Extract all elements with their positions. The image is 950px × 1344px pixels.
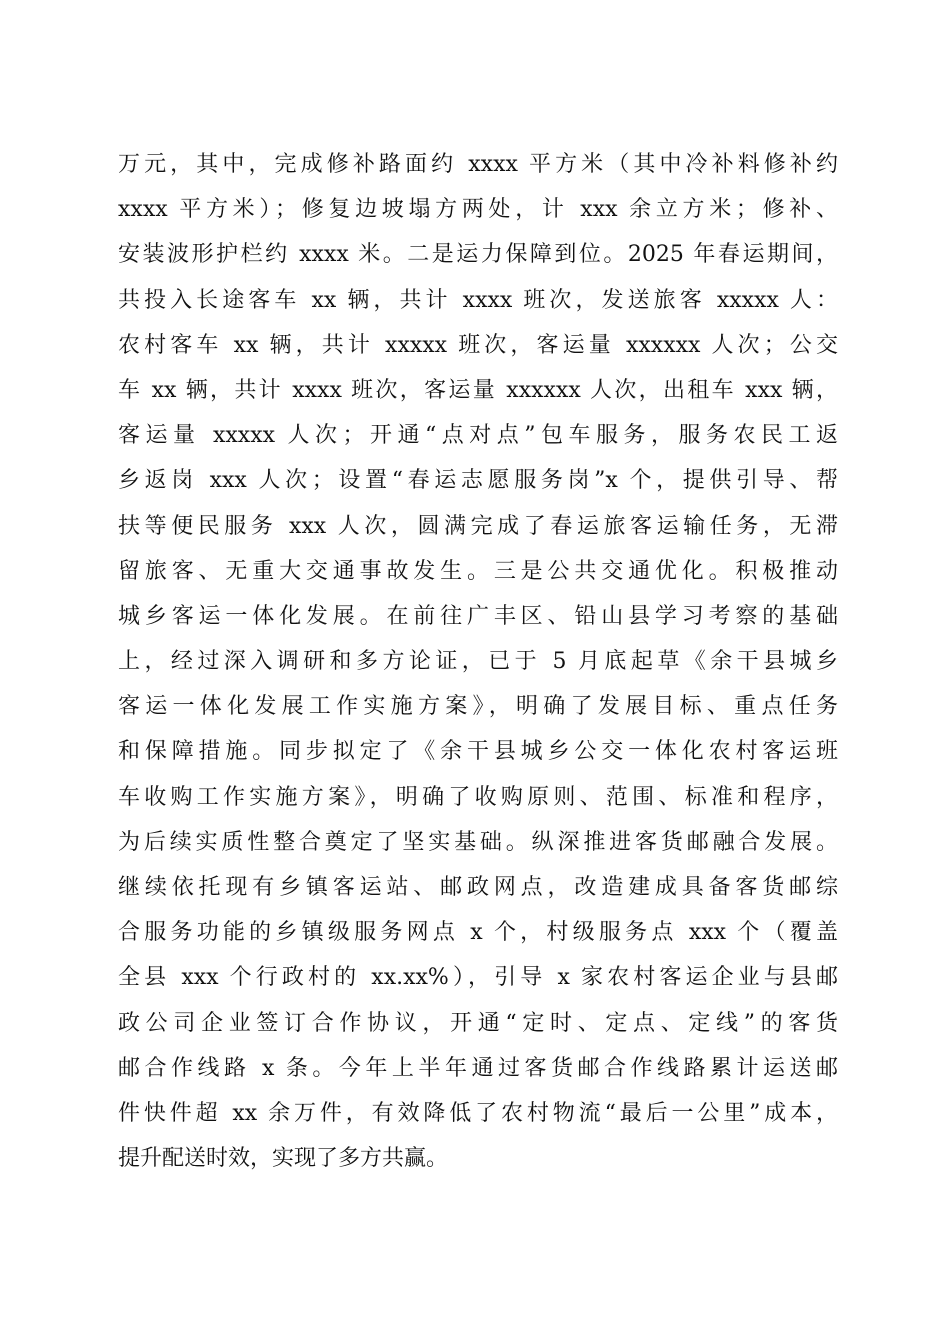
text-line-5: 农村客车 xx 辆，共计 xxxxx 班次，客运量 xxxxxx 人次；公交	[118, 332, 838, 358]
text-line-13: 客运一体化发展工作实施方案》，明确了发展目标、重点任务	[118, 694, 838, 720]
text-line-20: 政公司企业签订合作协议，开通“定时、定点、定线”的客货	[118, 1010, 838, 1036]
body-paragraph	[118, 142, 838, 1181]
text-line-1: 万元，其中，完成修补路面约 xxxx 平方米（其中冷补料修补约	[118, 152, 838, 177]
text-line-23: 提升配送时效，实现了多方共赢。	[118, 1146, 449, 1172]
text-line-11: 城乡客运一体化发展。在前往广丰区、铅山县学习考察的基础	[118, 603, 838, 629]
text-line-19: 全县 xxx 个行政村的 xx.xx%），引导 x 家农村客运企业与县邮	[118, 965, 838, 991]
text-line-15: 车收购工作实施方案》，明确了收购原则、范围、标准和程序，	[118, 784, 838, 810]
text-line-7: 客运量 xxxxx 人次；开通“点对点”包车服务，服务农民工返	[118, 423, 838, 449]
text-line-18: 合服务功能的乡镇级服务网点 x 个，村级服务点 xxx 个（覆盖	[118, 920, 838, 946]
text-line-2: xxxx 平方米）；修复边坡塌方两处，计 xxx 余立方米；修补、	[118, 197, 838, 223]
text-line-14: 和保障措施。同步拟定了《余干县城乡公交一体化农村客运班	[118, 739, 838, 765]
text-line-8: 乡返岗 xxx 人次；设置“春运志愿服务岗”x 个，提供引导、帮	[118, 468, 838, 494]
text-line-16: 为后续实质性整合奠定了坚实基础。纵深推进客货邮融合发展。	[118, 829, 838, 855]
text-line-9: 扶等便民服务 xxx 人次，圆满完成了春运旅客运输任务，无滞	[118, 513, 838, 539]
text-line-4: 共投入长途客车 xx 辆，共计 xxxx 班次，发送旅客 xxxxx 人：	[118, 287, 838, 313]
text-line-17: 继续依托现有乡镇客运站、邮政网点，改造建成具备客货邮综	[118, 875, 838, 900]
text-line-6: 车 xx 辆，共计 xxxx 班次，客运量 xxxxxx 人次，出租车 xxx 辆，	[118, 377, 838, 403]
text-line-3: 安装波形护栏约 xxxx 米。二是运力保障到位。2025 年春运期间，	[118, 242, 838, 268]
text-line-21: 邮合作线路 x 条。今年上半年通过客货邮合作线路累计运送邮	[118, 1055, 838, 1081]
text-line-12: 上，经过深入调研和多方论证，已于 5 月底起草《余干县城乡	[118, 649, 838, 675]
text-line-22: 件快件超 xx 余万件，有效降低了农村物流“最后一公里”成本，	[118, 1100, 838, 1126]
text-line-10: 留旅客、无重大交通事故发生。三是公共交通优化。积极推动	[118, 558, 838, 584]
